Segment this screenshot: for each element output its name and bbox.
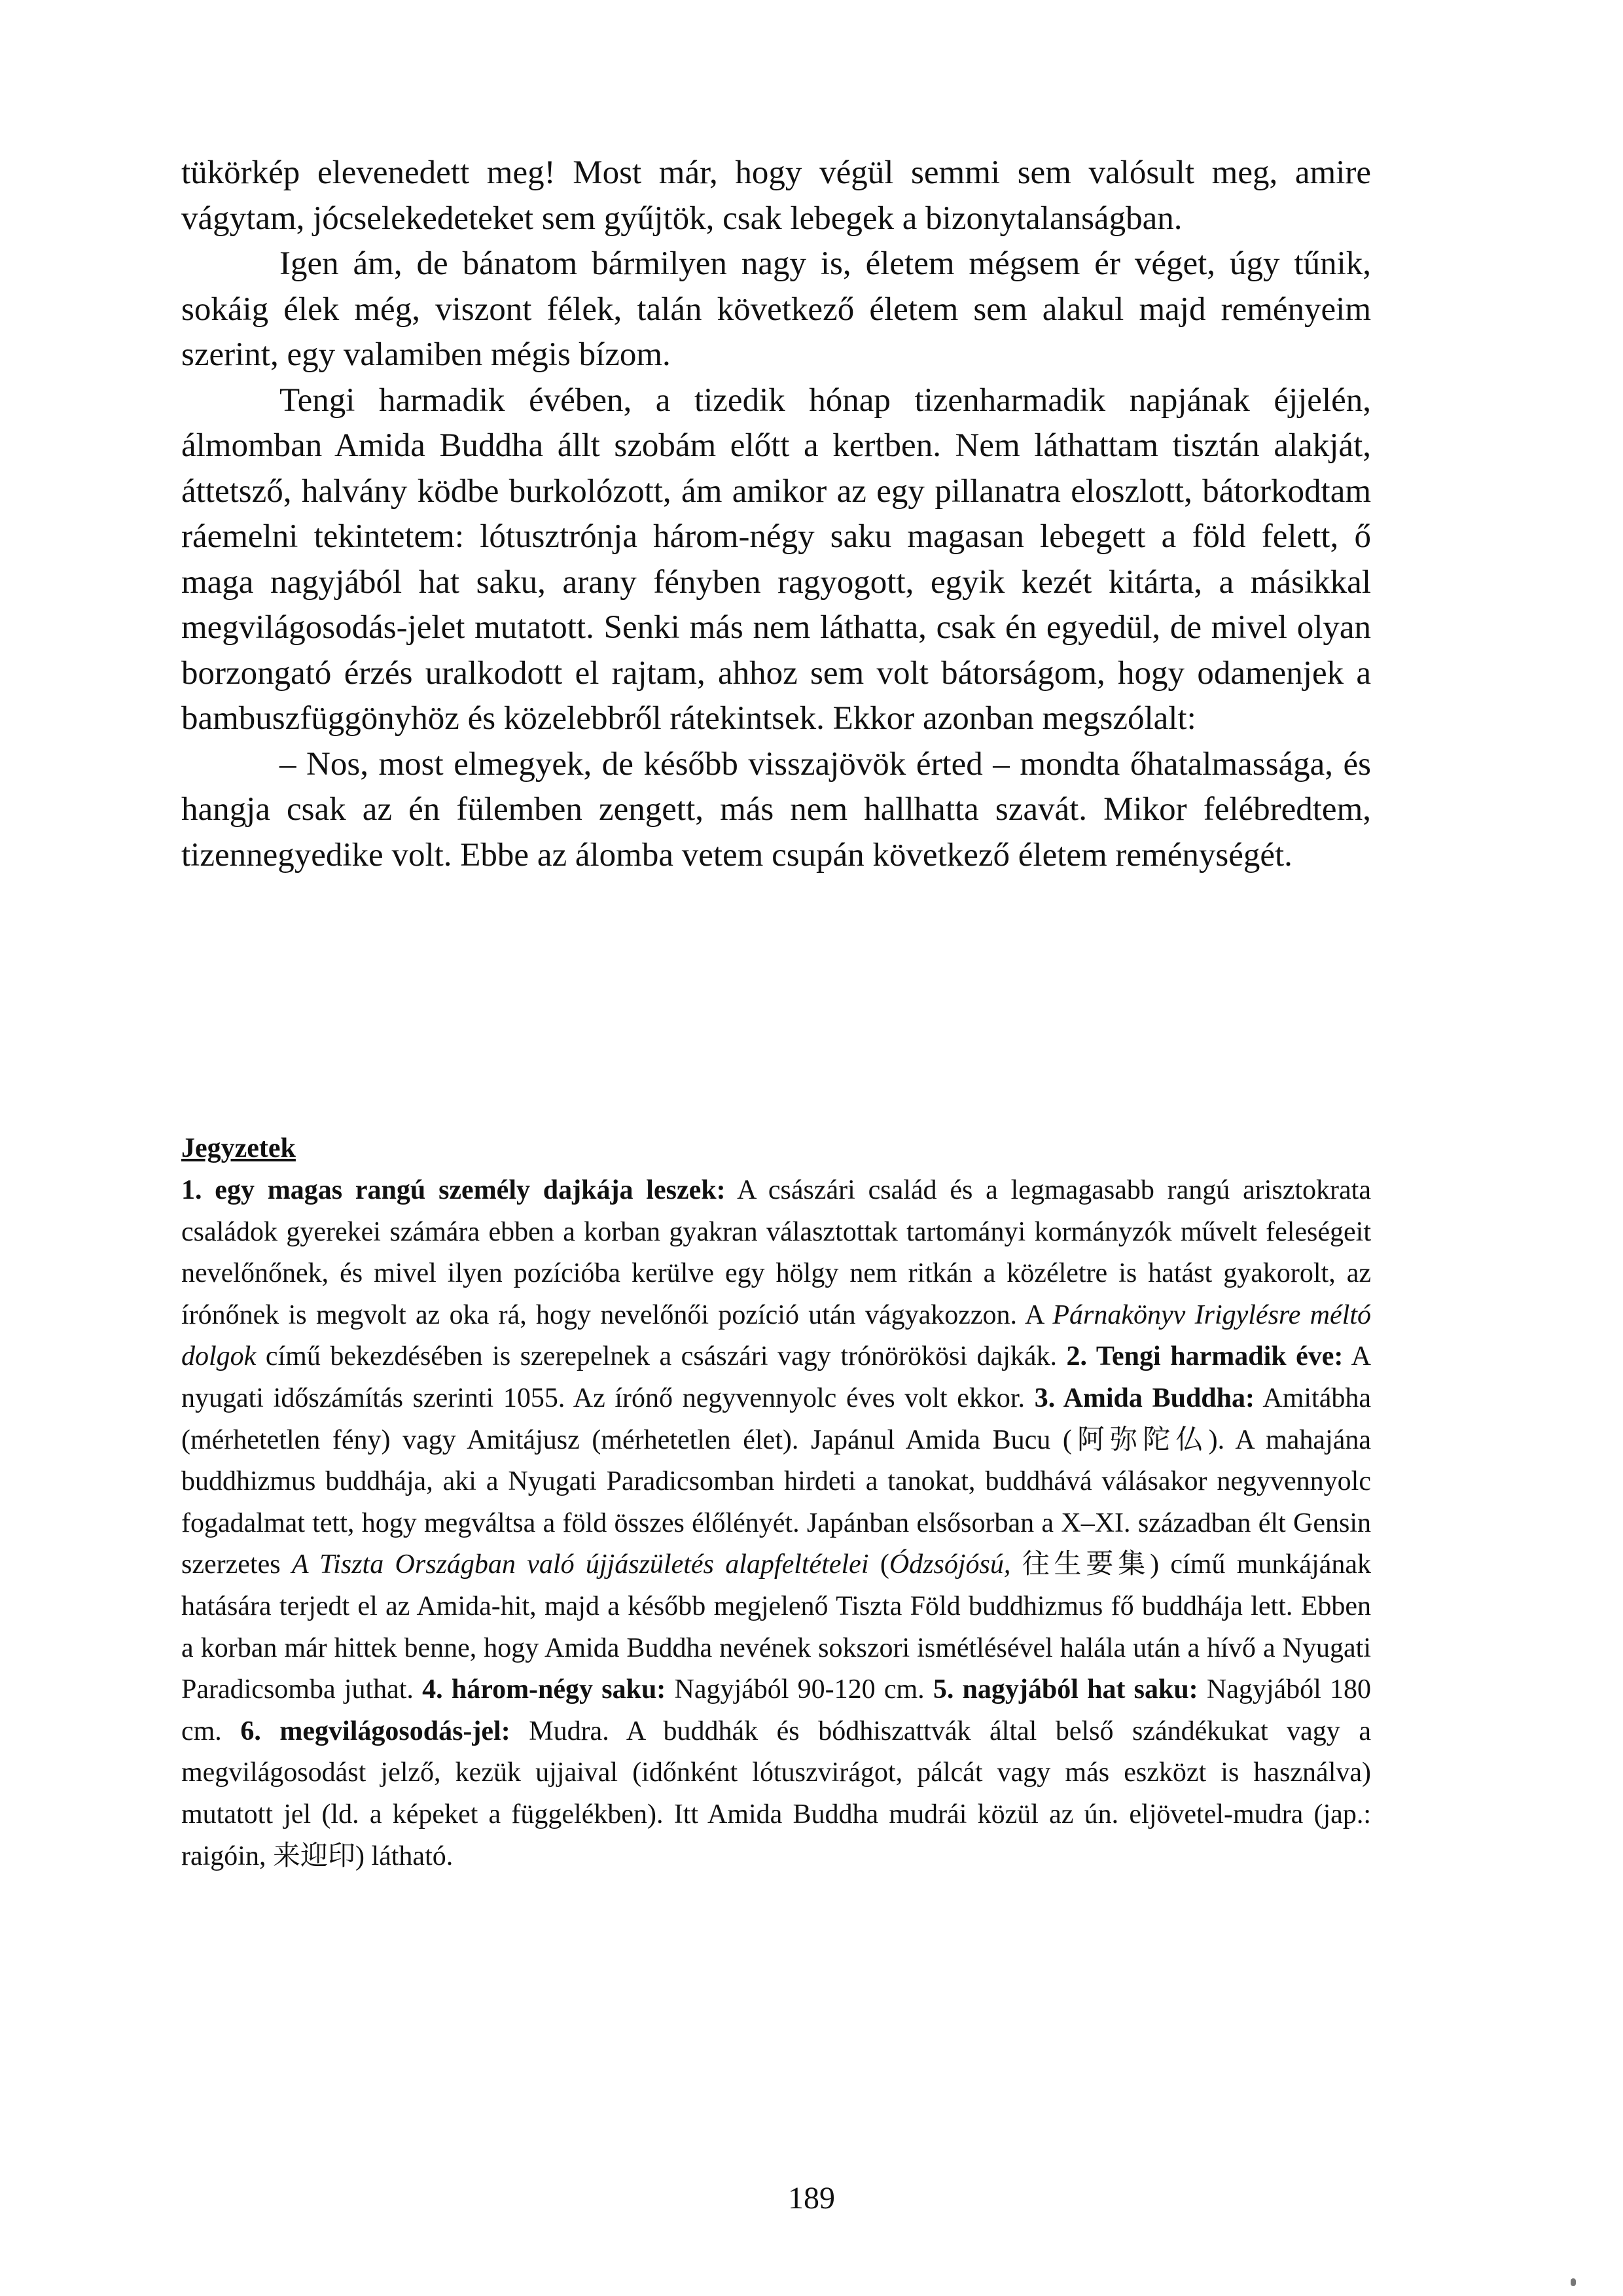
note-text: Nagyjából 180 cm. [181, 1674, 1372, 1746]
dialogue-paragraph: – Nos, most elmegyek, de később visszajövök érted – mondta őhatalmassága, és hangja csak az én fülemben zengett, más nem hallhatta szavát. Mikor felébredtem, tizennegyedike volt. Ebbe az álomba vetem csupán következő életem reménységét. [181, 745, 1371, 874]
page-number: 189 [788, 2181, 835, 2216]
notes-heading: Jegyzetek [181, 1133, 296, 1163]
note-text: A nyugati időszámítás szerinti 1055. Az írónő negyvennyolc éves volt ekkor. [181, 1341, 1371, 1413]
note-text: ( [868, 1549, 889, 1580]
paragraph: tükörkép elevenedett meg! Most már, hogy végül semmi sem valósult meg, amire vágytam, jócselekedeteket sem gyűjtök, csak lebegek a bizonytalanságban. [181, 154, 1371, 237]
page-content [181, 150, 1372, 1871]
paragraph: Igen ám, de bánatom bármilyen nagy is, életem mégsem ér véget, úgy tűnik, sokáig élek még, viszont félek, talán következő életem sem alakul majd reményeim szerint, egy valamiben mégis bízom. [181, 245, 1371, 373]
note-term: 6. megvilágosodás-jel: [240, 1716, 510, 1746]
note-term: 5. nagyjából hat saku: [933, 1674, 1198, 1705]
note-term: 2. Tengi harmadik éve: [1066, 1341, 1344, 1372]
note-title: A Tiszta Országban való újjászületés alapfeltételei [291, 1549, 869, 1580]
note-text: című bekezdésében is szerepelnek a császári vagy trónörökösi dajkák. [256, 1341, 1067, 1372]
note-text: Mudra. A buddhák és bódhiszattvák által belső szándékukat vagy a megvilágosodást jelző, kezük ujjaival (időnként lótuszvirágot, pálcát vagy más eszközt is használva) mutatott jel (ld. a képeket a függelékben). Itt Amida Buddha mudrái közül az ún. eljövetel-mudra (jap.: raigóin, 来迎印) látható. [181, 1716, 1371, 1871]
paragraph: Tengi harmadik évében, a tizedik hónap tizenharmadik napjának éjjelén, álmomban Amida Buddha állt szobám előtt a kertben. Nem láthattam tisztán alakját, áttetsző, halvány ködbe burkolózott, ám amikor az egy pillanatra eloszlott, bátorkodtam ráemelni tekintetem: lótusztrónja három-négy saku magasan lebegett a föld felett, ő maga nagyjából hat saku, arany fényben ragyogott, egyik kezét kitárta, a másikkal megvilágosodás-jelet mutatott. Senki más nem láthatta, csak én egyedül, de mivel olyan borzongató érzés uralkodott el rajtam, ahhoz sem volt bátorságom, hogy odamenjek a bambuszfüggönyhöz és közelebbről rátekintsek. Ekkor azonban megszólalt: [181, 381, 1371, 737]
note-term: 4. három-négy saku: [422, 1674, 666, 1705]
scan-mark [1571, 2278, 1576, 2286]
note-text: Nagyjából 90-120 cm. [666, 1674, 933, 1705]
notes-section [181, 1132, 1371, 1877]
note-text: A császári család és a legmagasabb rangú arisztokrata családok gyerekei számára ebben a korban gyakran választottak tartományi kormányzók művelt feleségeit nevelőnőnek, és mivel ilyen pozícióba kerülve egy hölgy nem ritkán a közéletre is hatást gyakorolt, az írónőnek is megvolt az oka rá, hogy nevelőnői pozíció után vágyakozzon. A [181, 1175, 1371, 1330]
note-title: Párnakönyv Irigylésre méltó dolgok [181, 1299, 1371, 1372]
note-title: Ódzsójósú, [889, 1549, 1011, 1580]
notes-body [181, 1170, 1371, 1877]
note-text: Amitábha (mérhetetlen fény) vagy Amitájusz (mérhetetlen élet). Japánul Amida Bucu (阿弥陀仏). A mahajána buddhizmus buddhája, aki a Nyugati Paradicsomban hirdeti a tanokat, buddhává válásakor negyvennyolc fogadalmat tett, hogy megváltsa a föld összes élőlényét. Japánban elsősorban a X–XI. században élt Gensin szerzetes [181, 1383, 1371, 1580]
note-term: 3. Amida Buddha: [1034, 1383, 1255, 1413]
note-text: 往生要集) című munkájának hatására terjedt el az Amida-hit, majd a később megjelenő Tiszta Föld buddhizmus fő buddhája lett. Ebben a korban már hittek benne, hogy Amida Buddha nevének sokszori ismétlésével halála után a hívő a Nyugati Paradicsomba juthat. [181, 1549, 1371, 1705]
note-term: 1. egy magas rangú személy dajkája leszek: [181, 1175, 726, 1205]
main-text [181, 150, 1371, 878]
